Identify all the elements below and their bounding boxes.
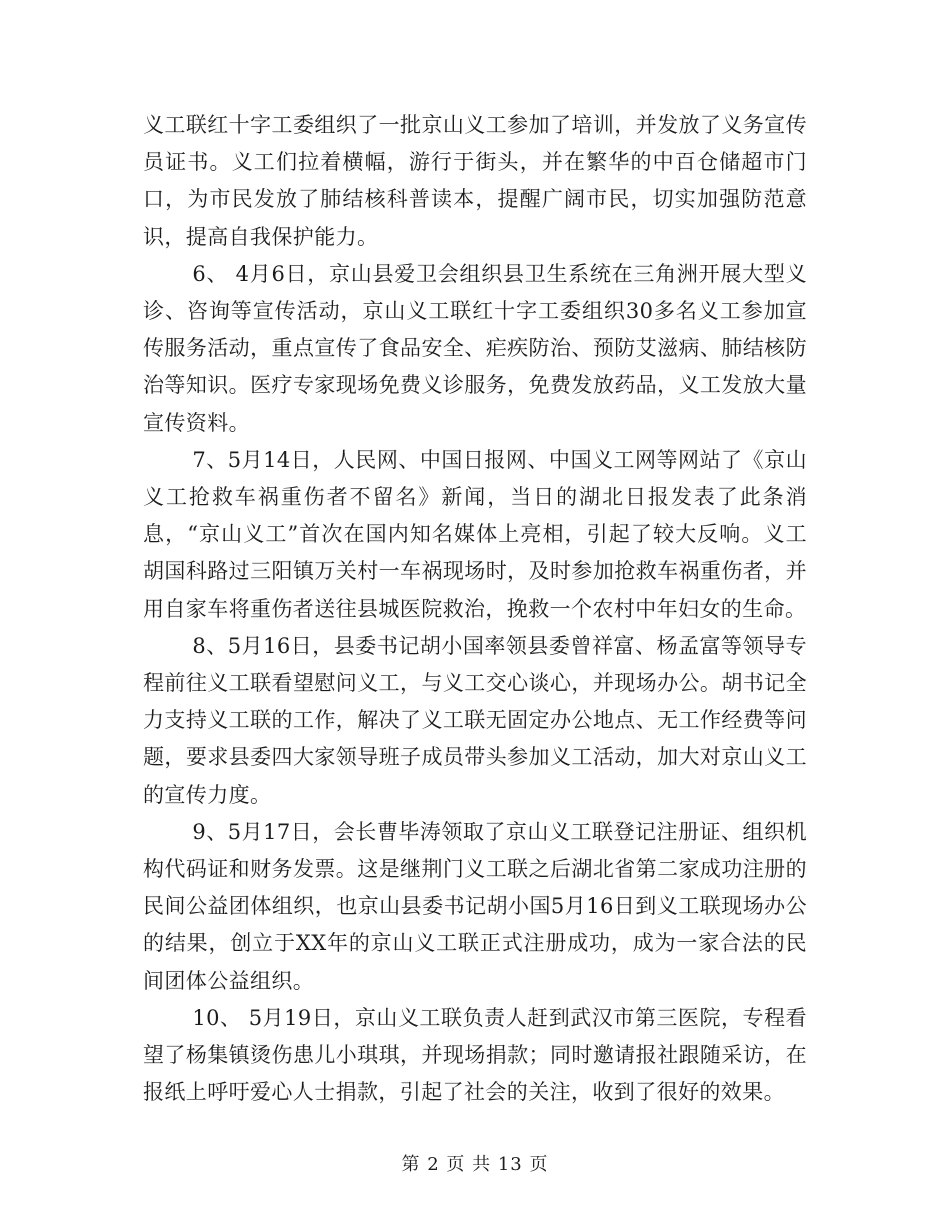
paragraph-item-10: 10、 5月19日，京山义工联负责人赶到武汉市第三医院，专程看望了杨集镇烫伤患儿小琪琪，并现场捐款；同时邀请报社跟随采访，在报纸上呼吁爱心人士捐款，引起了社会的关注，收到了很好的效果。 [143,1005,807,1105]
document-body [143,107,807,1111]
page-number-footer: 第 2 页 共 13 页 [401,1154,549,1175]
paragraph-item-7: 7、5月14日，人民网、中国日报网、中国义工网等网站了《京山义工抢救车祸重伤者不留名》新闻，当日的湖北日报发表了此条消息，“京山义工”首次在国内知名媒体上亮相，引起了较大反响。义工胡国科路过三阳镇万关村一车祸现场时，及时参加抢救车祸重伤者，并用自家车将重伤者送往县城医院救治，挽救一个农村中年妇女的生命。 [143,447,807,621]
paragraph-item-6: 6、 4月6日，京山县爱卫会组织县卫生系统在三角洲开展大型义诊、咨询等宣传活动，京山义工联红十字工委组织30多名义工参加宣传服务活动，重点宣传了食品安全、疟疾防治、预防艾滋病、肺结核防治等知识。医疗专家现场免费义诊服务，免费发放药品，义工发放大量宣传资料。 [143,261,807,435]
paragraph-continuation: 义工联红十字工委组织了一批京山义工参加了培训，并发放了义务宣传员证书。义工们拉着横幅，游行于街头，并在繁华的中百仓储超市门口，为市民发放了肺结核科普读本，提醒广阔市民，切实加强防范意识，提高自我保护能力。 [143,113,807,249]
paragraph-item-8: 8、5月16日，县委书记胡小国率领县委曾祥富、杨孟富等领导专程前往义工联看望慰问义工，与义工交心谈心，并现场办公。胡书记全力支持义工联的工作，解决了义工联无固定办公地点、无工作经费等问题，要求县委四大家领导班子成员带头参加义工活动，加大对京山义工的宣传力度。 [143,633,807,807]
paragraph-item-9: 9、5月17日，会长曹毕涛领取了京山义工联登记注册证、组织机构代码证和财务发票。这是继荆门义工联之后湖北省第二家成功注册的民间公益团体组织，也京山县委书记胡小国5月16日到义工联现场办公的结果，创立于XX年的京山义工联正式注册成功，成为一家合法的民间团体公益组织。 [143,819,807,993]
